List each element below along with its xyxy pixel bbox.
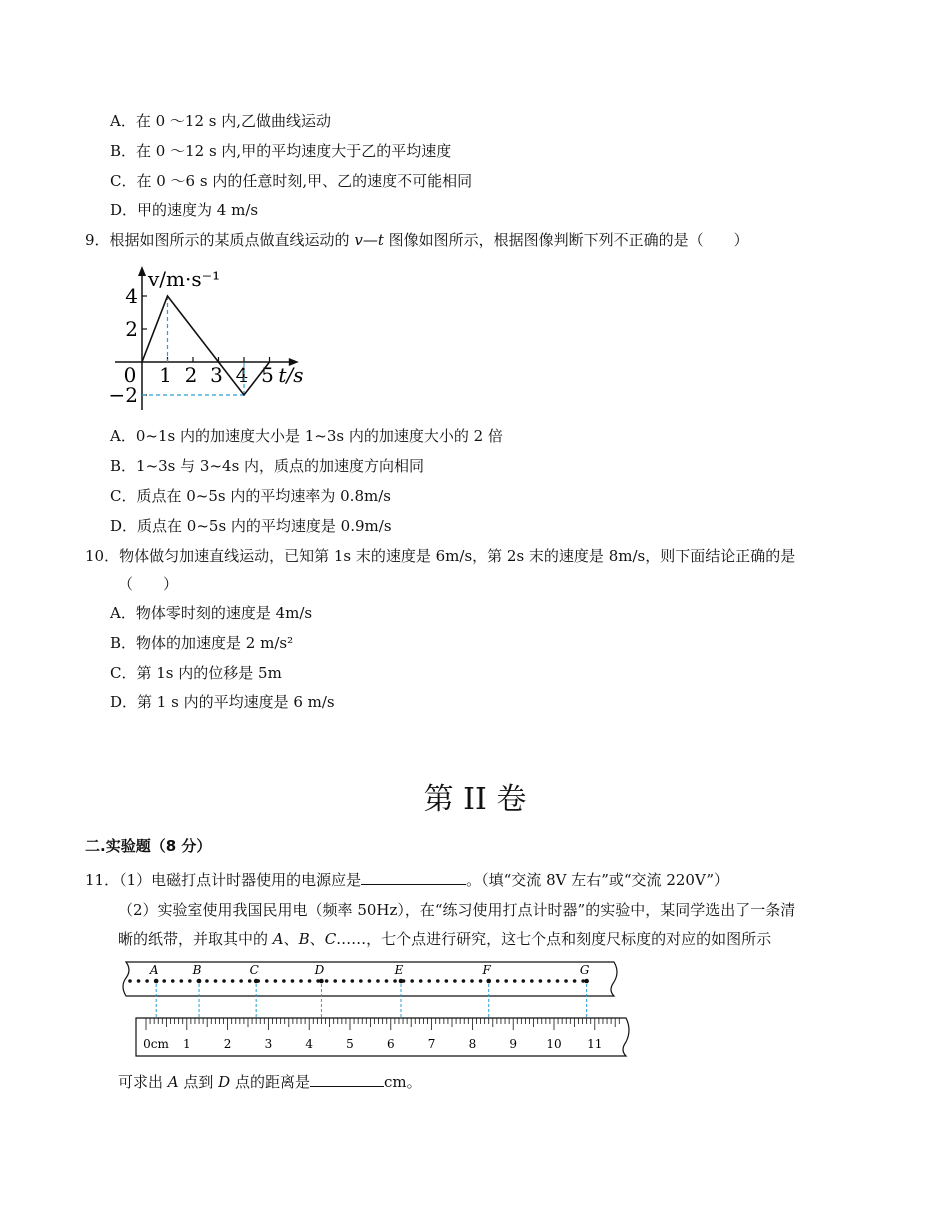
tape-dot (359, 979, 363, 983)
q9-option-d: D．质点在 0~5s 内的平均速度是 0.9m/s (110, 517, 392, 535)
tape-dot (214, 979, 218, 983)
tape-point-label: C (249, 963, 259, 977)
tape-dot (145, 979, 149, 983)
tape-dot (530, 979, 534, 983)
tape-dot (171, 979, 175, 983)
q10-option-c: C．第 1s 内的位移是 5m (110, 664, 282, 682)
section-title: 第 II 卷 (423, 782, 527, 817)
tape-dot (556, 979, 560, 983)
tape-ruler-svg (118, 958, 638, 1063)
tape-point-label: A (149, 963, 159, 977)
q10-stem: 10．物体做匀加速直线运动，已知第 1s 末的速度是 6m/s，第 2s 末的速度是 8m/s，则下面结论正确的是 (85, 547, 796, 565)
q9-stem: 9．根据如图所示的某质点做直线运动的 v—t 图像如图所示，根据图像判断下列不正确的是（ ） (85, 231, 749, 249)
tape-point (154, 979, 159, 984)
q8-option-d: D．甲的速度为 4 m/s (110, 201, 259, 219)
tape-dot (385, 979, 389, 983)
tape-dot (445, 979, 449, 983)
q11-blank-2[interactable] (310, 1072, 384, 1087)
tape-dot (427, 979, 431, 983)
ruler-label: 7 (427, 1037, 436, 1051)
ruler-label: 9 (509, 1037, 518, 1051)
tape-dot (462, 979, 466, 983)
tape-dot (231, 979, 235, 983)
tape-dot (351, 979, 355, 983)
tape-point (486, 979, 491, 984)
tape-dot (282, 979, 286, 983)
tape-dot (376, 979, 380, 983)
tape-point (319, 979, 324, 984)
tape-dot (205, 979, 209, 983)
q8-option-a: A．在 0 ～12 s 内,乙做曲线运动 (110, 112, 332, 130)
tape-dot (248, 979, 252, 983)
y-axis-label: v/m·s⁻¹ (148, 267, 221, 291)
tape-dot (128, 979, 132, 983)
q8-option-c: C．在 0 ～6 s 内的任意时刻,甲、乙的速度不可能相同 (110, 172, 473, 190)
tape-dot (137, 979, 141, 983)
vt-graph-svg (110, 262, 325, 442)
tape-dot (522, 979, 526, 983)
tape-dot (564, 979, 568, 983)
ruler-label: 10 (546, 1037, 562, 1051)
ruler-label: 1 (182, 1037, 191, 1051)
tape-point (399, 979, 404, 984)
q9-option-a: A．0~1s 内的加速度大小是 1~3s 内的加速度大小的 2 倍 (110, 427, 503, 445)
y-tick-label: 4 (125, 284, 138, 308)
q10-option-b: B．物体的加速度是 2 m/s² (110, 634, 294, 652)
tape-ruler-figure (118, 958, 638, 1067)
tape-dot (180, 979, 184, 983)
tape-dot (265, 979, 269, 983)
q11-blank-1[interactable] (361, 870, 466, 885)
tape-dot (188, 979, 192, 983)
q9-option-c: C．质点在 0~5s 内的平均速率为 0.8m/s (110, 487, 391, 505)
ruler-label: 8 (468, 1037, 477, 1051)
x-tick-label: 1 (159, 363, 172, 387)
ruler-label: 6 (386, 1037, 395, 1051)
q8-option-b: B．在 0 ～12 s 内,甲的平均速度大于乙的平均速度 (110, 142, 452, 160)
tape-dot (539, 979, 543, 983)
x-tick-label: 4 (235, 363, 249, 387)
tape-point-label: D (314, 963, 325, 977)
ruler-label: 4 (305, 1037, 314, 1051)
q11-question: 可求出 A 点到 D 点的距离是 cm。 (118, 1073, 422, 1091)
q11-part1: 11．（1）电磁打点计时器使用的电源应是 。（填“交流 8V 左右”或“交流 220V”） (85, 871, 730, 889)
tape-dot (479, 979, 483, 983)
x-tick-label: 5 (261, 363, 274, 387)
tape-dot (453, 979, 457, 983)
x-tick-label: 0 (123, 363, 137, 387)
ruler-label: 0cm (143, 1037, 169, 1051)
tape-point (584, 979, 589, 984)
tape-point-label: B (192, 963, 202, 977)
tape-point (254, 979, 259, 984)
x-tick-label: 2 (184, 363, 198, 387)
tape-dot (239, 979, 243, 983)
tape-dot (222, 979, 226, 983)
tape-dot (436, 979, 440, 983)
ruler-label: 5 (346, 1037, 354, 1051)
tape-point-label: F (482, 963, 491, 977)
tape-dot (299, 979, 303, 983)
tape-dot (308, 979, 312, 983)
vt-graph (110, 262, 325, 446)
tape-dot (419, 979, 423, 983)
q9-option-b: B．1~3s 与 3~4s 内，质点的加速度方向相同 (110, 457, 425, 475)
tape-dot (274, 979, 278, 983)
tape-dot (496, 979, 500, 983)
tape-dot (573, 979, 577, 983)
tape-dot (393, 979, 397, 983)
y-tick-label: −2 (110, 383, 138, 407)
tape-point (197, 979, 202, 984)
tape-dot (504, 979, 508, 983)
tape-dot (410, 979, 414, 983)
q11-part2-line1: （2）实验室使用我国民用电（频率 50Hz），在“练习使用打点计时器”的实验中，某同学选出了一条清 (118, 901, 796, 919)
tape-dot (162, 979, 166, 983)
q10-option-d: D．第 1 s 内的平均速度是 6 m/s (110, 693, 335, 711)
tape-dot (325, 979, 329, 983)
ruler-label: 11 (587, 1037, 603, 1051)
x-axis-label: t/s (278, 363, 304, 387)
section-heading: 二.实验题（8 分） (85, 837, 212, 855)
tape-dot (368, 979, 372, 983)
q10-option-a: A．物体零时刻的速度是 4m/s (110, 604, 313, 622)
q11-part2-line2: 晰的纸带，并取其中的 A、B、C……，七个点进行研究，这七个点和刻度尺标度的对应的如图所示 (118, 930, 772, 948)
y-axis-arrow (138, 266, 146, 276)
tape-dot (342, 979, 346, 983)
ruler-label: 3 (264, 1037, 273, 1051)
x-tick-label: 3 (210, 363, 223, 387)
q10-answer-paren: （ ） (118, 575, 179, 593)
tape-dot (470, 979, 474, 983)
tape-dot (333, 979, 337, 983)
tape-point-label: E (394, 963, 404, 977)
tape-dot (547, 979, 551, 983)
y-tick-label: 2 (125, 317, 138, 341)
tape-dot (513, 979, 517, 983)
tape-point-label: G (579, 963, 590, 977)
ruler-label: 2 (223, 1037, 232, 1051)
tape-dot (291, 979, 295, 983)
